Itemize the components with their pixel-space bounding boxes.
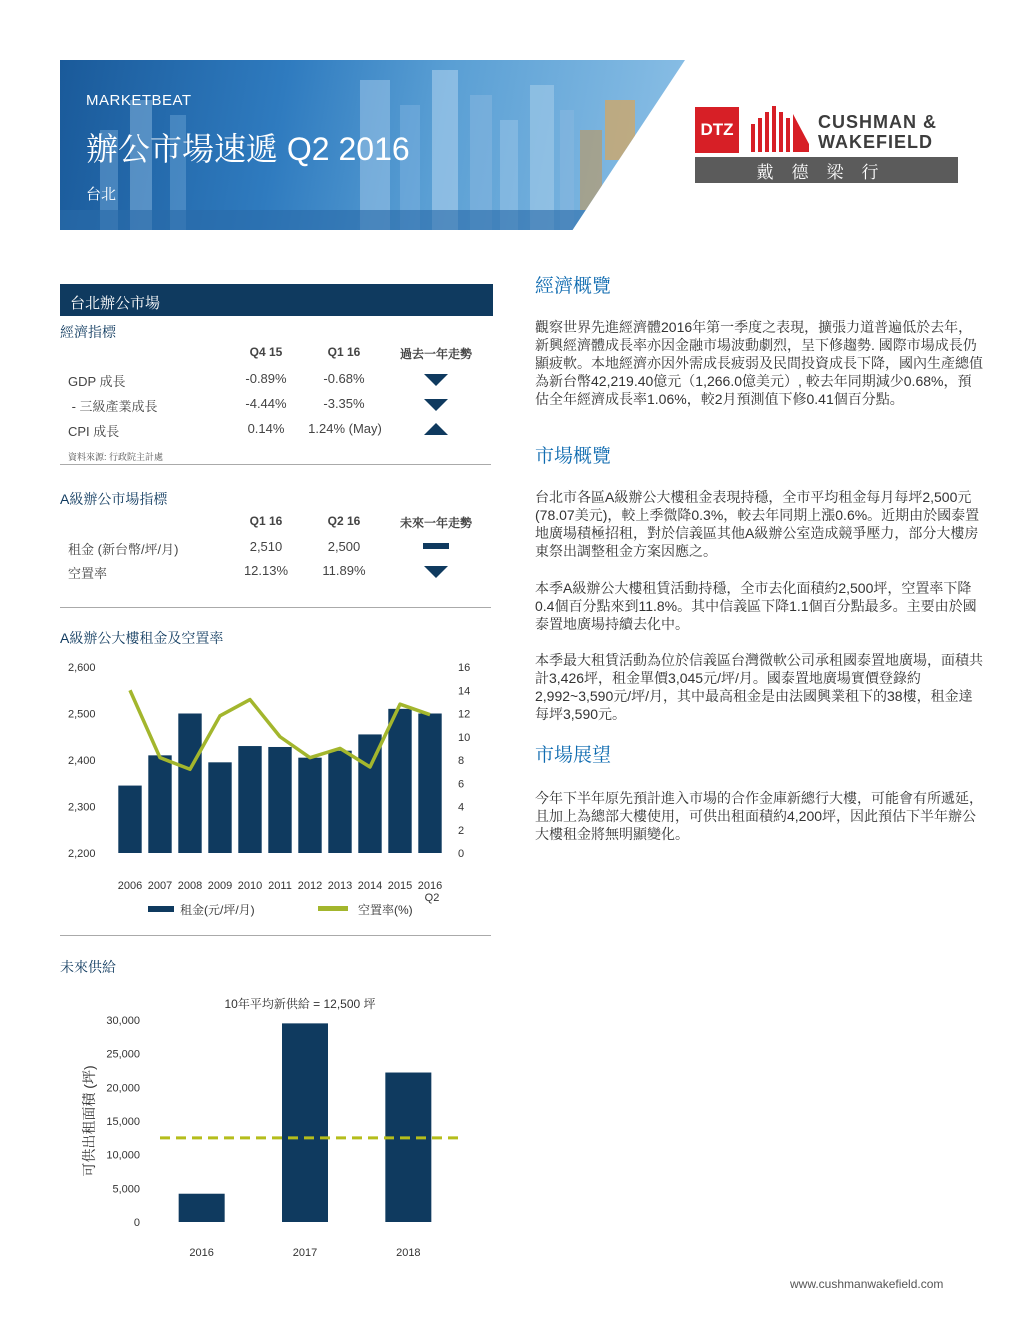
econ-row-value: -0.89% bbox=[245, 371, 287, 386]
future-supply-chart bbox=[60, 990, 491, 1265]
grade-a-row-value: 2,510 bbox=[249, 539, 283, 554]
y-tick-label: 15,000 bbox=[106, 1116, 140, 1128]
report-series-label: MARKETBEAT bbox=[86, 92, 192, 109]
y-tick-label: 0 bbox=[133, 1217, 140, 1229]
grade-a-col-header: 未來一年走勢 bbox=[399, 516, 472, 530]
grade-a-row-label: 租金 (新台幣/坪/月) bbox=[68, 542, 179, 557]
y-tick-label: 10,000 bbox=[106, 1149, 140, 1162]
rent-bar bbox=[418, 714, 441, 854]
market-overview-paragraph: 本季A級辦公大樓租賃活動持穩，全市去化面積約2,500坪，空置率下降0.4個百分點來到11.8%。其中信義區下降1.1個百分點最多。主要由於國泰置地廣場持續去化中。 bbox=[535, 580, 977, 632]
dtz-logo: DTZ bbox=[695, 107, 739, 153]
econ-row-label: CPI 成長 bbox=[68, 424, 120, 439]
outlook-text: 今年下半年原先預計進入市場的合作金庫新總行大樓，可能會有所遞延，且加上為總部大樓使用，可供出租面積約4,200坪，因此預估下半年辦公大樓租金將無明顯變化。 bbox=[535, 790, 983, 842]
y-right-tick-label: 12 bbox=[458, 708, 471, 721]
econ-row-value: -0.68% bbox=[323, 371, 365, 386]
rent-bar bbox=[238, 746, 261, 853]
rent-bar bbox=[178, 714, 201, 854]
econ-row-value: -3.35% bbox=[323, 396, 365, 411]
rent-vacancy-chart bbox=[60, 655, 491, 920]
x-tick-label: 2009 bbox=[207, 880, 233, 892]
market-overview-title: 市場概覽 bbox=[535, 446, 612, 467]
logo-chinese-name: 戴德梁行 bbox=[695, 157, 958, 183]
grade-a-row-value: 11.89% bbox=[322, 563, 366, 578]
grade-a-row-value: 2,500 bbox=[327, 539, 361, 554]
y-right-tick-label: 2 bbox=[458, 824, 465, 837]
grade-a-col-header: Q1 16 bbox=[249, 514, 283, 528]
econ-row-value: 0.14% bbox=[247, 421, 285, 436]
report-city: 台北 bbox=[86, 186, 117, 203]
rent-bar bbox=[118, 786, 141, 853]
y-tick-label: 5,000 bbox=[112, 1183, 140, 1196]
rent-bar bbox=[388, 709, 411, 853]
x-tick-label: 2016 bbox=[189, 1247, 214, 1259]
trend-down-icon bbox=[424, 566, 448, 578]
rent-vacancy-chart-heading: A級辦公大樓租金及空置率 bbox=[60, 630, 224, 646]
x-tick-label: 2007 bbox=[147, 880, 173, 892]
y-tick-label: 25,000 bbox=[106, 1048, 140, 1061]
y-left-tick-label: 2,500 bbox=[68, 708, 96, 721]
report-title: 辦公市場速遞 Q2 2016 bbox=[86, 131, 410, 167]
outlook-title: 市場展望 bbox=[535, 745, 612, 766]
econ-row-label: GDP 成長 bbox=[68, 374, 126, 389]
grade-a-heading: A級辦公市場指標 bbox=[60, 491, 168, 507]
rent-bar bbox=[298, 758, 321, 853]
trend-down-icon bbox=[424, 399, 448, 411]
legend-rent-swatch bbox=[148, 906, 174, 912]
y-axis-label: 可供出租面積 (坪) bbox=[81, 1065, 97, 1177]
y-right-tick-label: 4 bbox=[458, 801, 465, 814]
cushman-wakefield-wordmark: CUSHMAN & WAKEFIELD bbox=[818, 112, 937, 152]
rent-bar bbox=[208, 762, 231, 853]
chart-annotation: 10年平均新供給 = 12,500 坪 bbox=[224, 997, 376, 1011]
legend-vacancy-label: 空置率(%) bbox=[358, 903, 413, 917]
x-tick-label: 2016 bbox=[417, 880, 443, 892]
legend-vacancy-swatch bbox=[318, 906, 348, 911]
divider bbox=[60, 464, 491, 465]
y-right-tick-label: 10 bbox=[458, 731, 471, 744]
y-left-tick-label: 2,600 bbox=[68, 662, 96, 674]
supply-bar bbox=[179, 1194, 225, 1222]
x-tick-label: 2018 bbox=[396, 1247, 421, 1259]
x-tick-label: 2017 bbox=[292, 1247, 318, 1259]
y-right-tick-label: 14 bbox=[458, 685, 471, 698]
x-tick-label: 2012 bbox=[297, 880, 323, 892]
econ-row-value: -4.44% bbox=[245, 396, 287, 411]
econ-indicators-heading: 經濟指標 bbox=[60, 324, 116, 340]
market-overview-paragraph: 本季最大租賃活動為位於信義區台灣微軟公司承租國泰置地廣場，面積共計3,426坪，租金單價3,045元/坪/月。國泰置地廣場實價登錄約2,992~3,590元/坪/月，其中最高租金是由法國興業租下的38樓，租金達每坪3,590元。 bbox=[535, 652, 983, 722]
legend-rent-label: 租金(元/坪/月) bbox=[180, 903, 255, 917]
grade-a-row-label: 空置率 bbox=[68, 566, 108, 581]
y-right-tick-label: 8 bbox=[458, 755, 465, 767]
future-supply-heading: 未來供給 bbox=[60, 959, 116, 975]
econ-source-note: 資料來源: 行政院主計處 bbox=[68, 452, 164, 462]
trend-down-icon bbox=[424, 374, 448, 386]
x-tick-label: 2015 bbox=[387, 880, 413, 892]
y-left-tick-label: 2,300 bbox=[68, 801, 96, 814]
econ-overview-title: 經濟概覽 bbox=[535, 276, 612, 297]
econ-col-header: Q4 15 bbox=[249, 345, 283, 359]
rent-bar bbox=[148, 755, 171, 853]
x-tick-label: 2014 bbox=[357, 880, 383, 892]
econ-row-value: 1.24% (May) bbox=[308, 421, 382, 436]
y-right-tick-label: 16 bbox=[458, 662, 471, 674]
x-tick-label: Q2 bbox=[424, 892, 440, 904]
y-tick-label: 20,000 bbox=[106, 1082, 140, 1095]
econ-col-header: Q1 16 bbox=[327, 345, 361, 359]
market-section-title: 台北辦公市場 bbox=[60, 284, 493, 316]
supply-bar bbox=[282, 1023, 328, 1222]
y-left-tick-label: 2,400 bbox=[68, 755, 96, 767]
trend-flat-icon bbox=[423, 543, 449, 549]
y-right-tick-label: 6 bbox=[458, 778, 465, 791]
divider bbox=[60, 935, 491, 936]
y-left-tick-label: 2,200 bbox=[68, 848, 96, 860]
x-tick-label: 2006 bbox=[117, 880, 143, 892]
rent-bar bbox=[328, 751, 351, 853]
econ-overview-text: 觀察世界先進經濟體2016年第一季度之表現，擴張力道普遍低於去年，新興經濟體成長率亦因金融市場波動劇烈，呈下修趨勢. 國際市場成長仍顯疲軟。本地經濟亦因外需成長疲弱及民間投資成長下降，國內生產總值為新台幣42,219.40億元（1,266.0億美元）, 較去年同期減少0.68%，預估全年經濟成長率1.06%，較2月預測值下修0.41個百分點。 bbox=[535, 319, 983, 407]
y-tick-label: 30,000 bbox=[106, 1015, 140, 1027]
cushman-wakefield-logo-icon bbox=[749, 104, 811, 152]
y-right-tick-label: 0 bbox=[458, 848, 465, 860]
grade-a-col-header: Q2 16 bbox=[327, 514, 361, 528]
x-tick-label: 2008 bbox=[177, 880, 203, 892]
supply-bar bbox=[385, 1073, 431, 1222]
x-tick-label: 2013 bbox=[327, 880, 353, 892]
trend-up-icon bbox=[424, 423, 448, 435]
x-tick-label: 2010 bbox=[237, 880, 263, 892]
x-tick-label: 2011 bbox=[268, 880, 292, 892]
grade-a-row-value: 12.13% bbox=[243, 563, 289, 578]
footer-url[interactable]: www.cushmanwakefield.com bbox=[790, 1277, 944, 1291]
econ-col-header: 過去一年走勢 bbox=[399, 347, 472, 361]
market-overview-paragraph: 台北市各區A級辦公大樓租金表現持穩，全市平均租金每月每坪2,500元(78.07美元)，較上季微降0.3%，較去年同期上漲0.6%。近期由於國泰置地廣場積極招租，對於信義區其他A級辦公室造成競爭壓力，部分大樓房東祭出調整租金方案因應之。 bbox=[535, 489, 980, 559]
divider bbox=[60, 607, 491, 608]
econ-row-label: - 三級產業成長 bbox=[68, 399, 158, 414]
rent-bar bbox=[268, 747, 291, 853]
